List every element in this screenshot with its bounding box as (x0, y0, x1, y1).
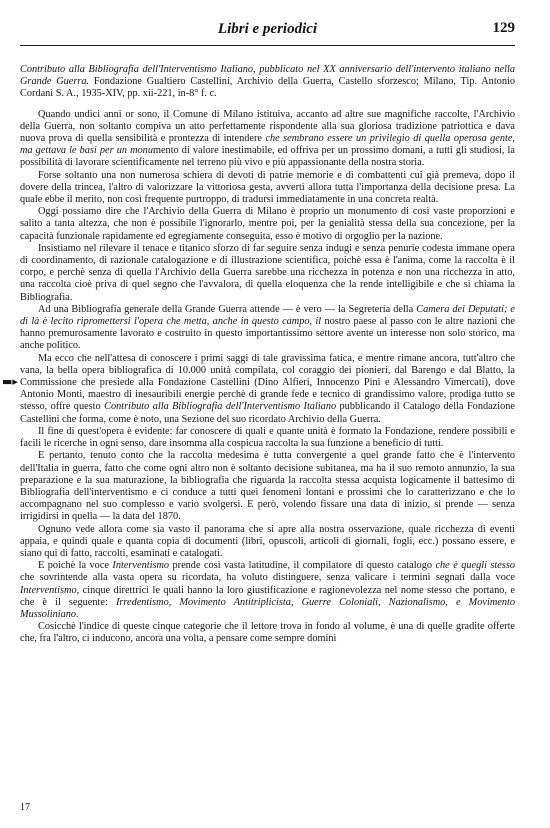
paragraph-text: Ad una Bibliografia generale della Grande Guerra attende — è vero — la Segreteria della (38, 303, 417, 315)
paragraph-text: Insistiamo nel rilevare il tenace e titanico sforzo di far seguire senza indugi e senza penurie codesta immane opera di coordinamento, di razionale catalogazione e di illustrazione scientifica, poichè essa è l'anima, come la raccolta è il corpo, e perchè senza di quella l'Archivio della Guerra sarebbe una ricchezza in potenza e non una ricchezza in atto, una raccolta cioè priva di quel segno che l'avvalora, di quella eloquenza che la rende intelligibile e che si chiama la Bibliografia. (20, 242, 515, 303)
paragraph-text: Il fine di quest'opera è evidente: far conoscere di quali e quante unità è formato la Fondazione, rendere possibili e facili le ricerche in ogni senso, dare insomma alla cospicua raccolta la sua funzione a beneficio di tutti. (20, 425, 515, 450)
review-paragraph (20, 243, 515, 304)
paragraph-text: Quando undici anni or sono, il Comune di Milano istituiva, accanto ad altre sue magnifiche raccolte, l'Archivio della Guerra, non soltanto compiva un atto perfettamente rispondente alla sua gloriosa tradizione patriottica e dava nuova prova di quella sensibilità e prontezza di intendere (20, 108, 515, 145)
page-number: 129 (492, 20, 515, 36)
paragraph-text: mento di valore inestimabile, ed offriva per un prossimo domani, a tutti gli studiosi, la possibilità di lavorare scientificamente nel terreno più vivo e più appassionante della nostra storia. (20, 145, 515, 169)
running-title: Libri e periodici (217, 21, 318, 37)
italic-text: Camera dei Deputati; e di là è lecito ripromettersi l'opera che metta, anche in questo campo, il (20, 303, 516, 328)
italic-text: Contributo alla Bibliografia dell'Interventismo Italiano (104, 401, 337, 413)
paragraph-text: Ma ecco che nell'attesa di conoscere i primi saggi di tale gravissima fatica, e mentre rimane ancora, tutt'altro che vana, la bella opera bibliografica di 10.000 unità compilata, col coraggio dei pionieri, dal Barengo e dal Blatto, la Commissione che presiede alla Fondazione Castellini (Dino Alfieri, Innocenzo Pini e Alessandro Vimercati), dove Antonio Monti, maestro di inesauribili energie perchè di grande fede e tecnico di grandissimo valore, prodiga tutto se stesso, offre questo (20, 352, 515, 413)
book-citation (20, 64, 515, 101)
review-paragraph (20, 170, 515, 207)
paragraph-text: E poichè la voce (38, 560, 113, 572)
review-paragraph (20, 426, 515, 450)
review-paragraph (20, 206, 515, 243)
citation-publisher: Fondazione Gualtiero Castellini, Archivio della Guerra, Castello sforzesco; Milano, Tip. Antonio Cordani S. A., 1935-XIV, pp. xii-221, in-8° f. c. (20, 76, 515, 100)
paragraph-text: nostro paese al passo con le altre nazioni che hanno premurosamente lavorato e costruito in questo importantissimo settore avente un interesse non solo storico, ma anche politico. (20, 316, 515, 352)
paragraph-text: che sovrintende alla vasta opera su ricordata, ha voluto distinguere, senza valicare i termini segnati dalla voce (20, 572, 515, 584)
italic-text: Interventismo (112, 560, 170, 572)
review-paragraph (20, 450, 515, 523)
review-paragraph (20, 560, 515, 621)
paragraph-text: prende così vasta latitudine, il compilatore di questo catalogo (169, 560, 436, 572)
paragraph-text: Forse soltanto una non numerosa schiera di devoti di patrie memorie e di combattenti cui già premeva, dopo il dovere della trincea, l'altro di valorizzare la vittoriosa gesta, avvertì allora tutta l'importanza della decisione presa. La quale ebbe il merito, non così frequente purtroppo, di tradursi immediatamente in una concreta realtà. (20, 169, 515, 206)
paragraph-text: , cinque direttrici le quali hanno la loro giustificazione e ragionevolezza nel nome stesso che portano, e che è il seguente: (20, 584, 515, 608)
review-paragraph (20, 621, 515, 645)
review-paragraph (20, 353, 515, 426)
italic-text: che è quegli stesso (435, 560, 516, 572)
paragraph-text: Cosicchè l'indice di queste cinque categorie che il lettore trova in fondo al volume, è una di quelle gradite offerte che, fra l'altro, ci inducono, ancora una volta, a pensare come sempre domini (20, 621, 515, 645)
review-paragraph (20, 304, 515, 353)
header-rule (20, 45, 515, 46)
page-header (20, 18, 515, 40)
italic-text: che sembrano essere un privilegio di quella operosa gente, ma gettava le basi per un monu (20, 133, 515, 157)
paragraph-text: E pertanto, tenuto conto che la raccolta medesima è tutta convergente a quel grande fatto che è l'intervento dell'Italia in guerra, fatto che come ogni altro non è soltanto decisione subitanea, ma ha il suo remoto annunzio, la sua preparazione e la sua maturazione, la bibliografia che riguarda la raccolta stessa acquista logicamente il battesimo di Bibliografia dell'interventismo e ci conduce a tutti quei fenomeni lontani e prossimi che lo caratterizzano e che lo accompagnano nel suo complesso e vario svolgersi. E però, volendo fissare una data di inizio, si prende — senza irrigidirsi in quella — la data del 1870. (20, 450, 515, 523)
margin-marker: ▬▸ (2, 375, 18, 388)
paragraph-text: Ognuno vede allora come sia vasto il panorama che si apre alla nostra osservazione, quale ricchezza di eventi appaia, e quindi quale e quanta copia di documenti (libri, opuscoli, articoli di giornali, fogli, ecc.) possano essere, e siano qui di fatto, raccolti, esaminati e catalogati. (20, 523, 515, 559)
review-body (20, 64, 515, 646)
review-paragraph (20, 524, 515, 561)
signature-number: 17 (20, 802, 30, 813)
citation-title: Contributo alla Bibliografia dell'Interventismo Italiano, pubblicato nel XX anniversario dell'intervento italiano nella Grande Guerra. (20, 64, 515, 88)
italic-text: Irredentismo, Movimento Antitriplicista, Guerre Coloniali, Nazionalismo, e Movimento Mussoliniano. (20, 596, 516, 620)
paragraph-text: pubblicando il Catalogo della Fondazione Castellini che forma, come è noto, una Sezione del suo ricordato Archivio della Guerra. (20, 401, 515, 425)
italic-text: Interventismo (20, 584, 77, 596)
review-paragraph (20, 109, 515, 170)
paragraph-text: Oggi possiamo dire che l'Archivio della Guerra di Milano è proprio un monumento di così vaste proporzioni e salito a tanta altezza, che non è possibile l'ignorarlo, mentre poi, per la genialità stessa della sua concezione, per la capacità funzionale rapidamente ed egregiamente conseguita, esso è motivo di orgoglio per la nazione. (20, 206, 515, 242)
